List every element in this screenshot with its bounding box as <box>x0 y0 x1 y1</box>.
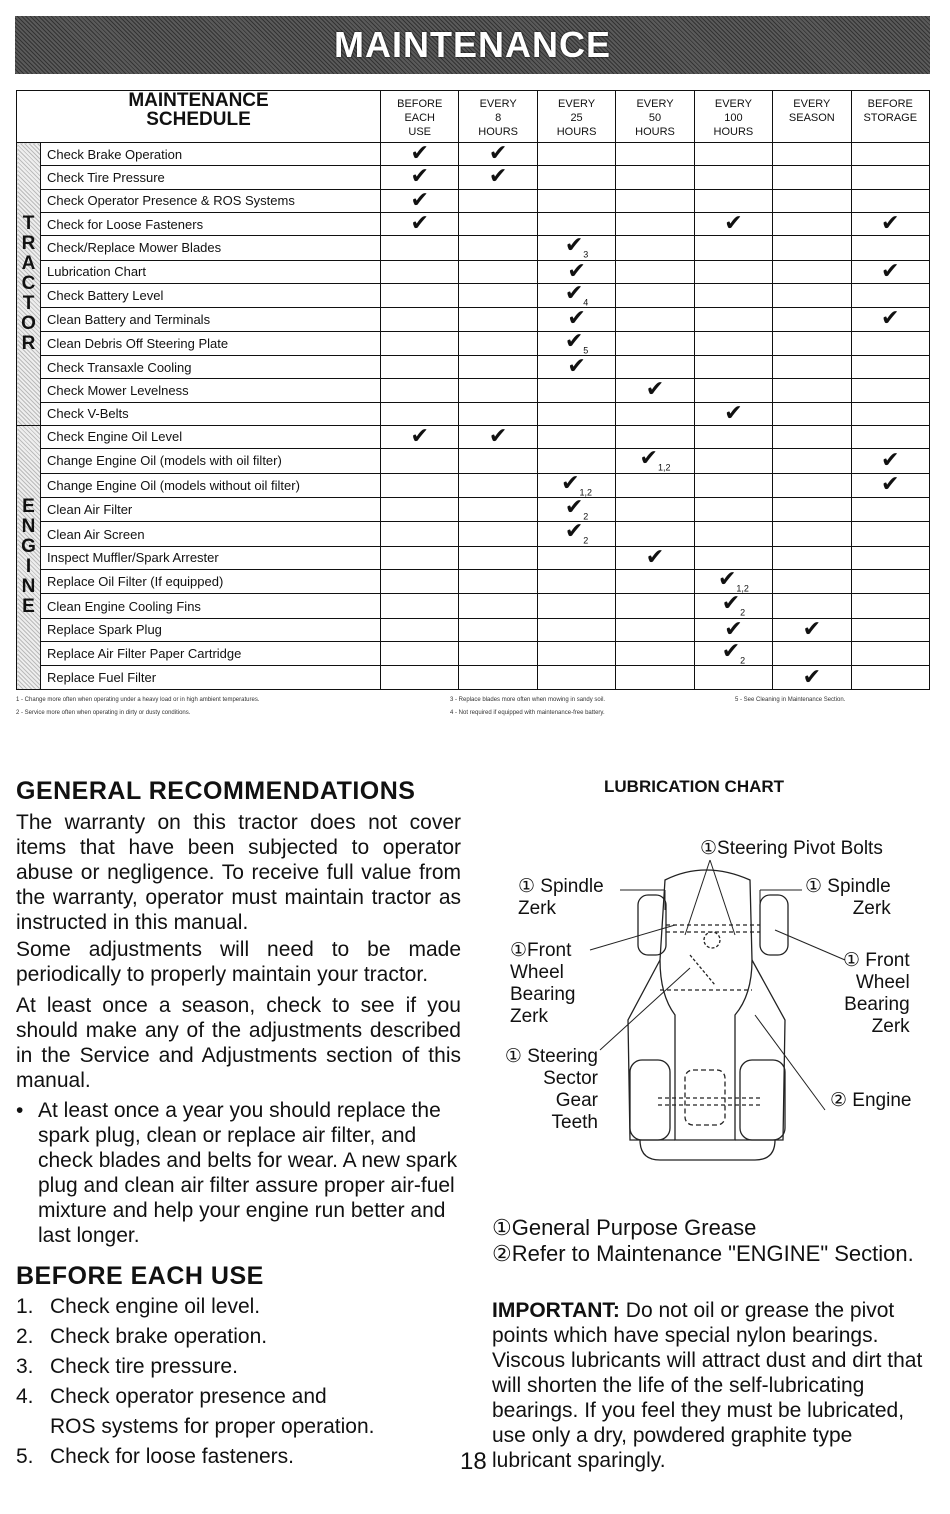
label-steering-sector-gear: ① Steering Sector Gear Teeth <box>504 1046 598 1133</box>
empty-cell <box>459 402 537 425</box>
empty-cell <box>851 666 929 689</box>
empty-cell <box>773 143 851 166</box>
table-row <box>17 308 930 331</box>
empty-cell <box>616 473 694 497</box>
banner-title: MAINTENANCE <box>334 24 611 65</box>
empty-cell <box>616 594 694 618</box>
empty-cell <box>459 308 537 331</box>
check-mark-cell: ✔ <box>459 143 537 166</box>
footnote-1: 1 - Change more often when operating under a heavy load or in high ambient temperatures. <box>16 697 260 703</box>
empty-cell <box>381 283 459 307</box>
empty-cell <box>459 212 537 235</box>
empty-cell <box>773 402 851 425</box>
empty-cell <box>773 642 851 666</box>
label-front-wheel-bearing-right: ① Front Wheel Bearing Zerk <box>843 950 910 1037</box>
task-name: Check Transaxle Cooling <box>41 355 381 378</box>
empty-cell <box>616 355 694 378</box>
check-mark-cell: ✔ <box>537 355 615 378</box>
table-row <box>17 449 930 473</box>
schedule-title-line1: MAINTENANCE <box>128 90 269 111</box>
general-paragraph-3: At least once a season, check to see if you should make any of the adjustments described in the Service and Adjustments section of this manual. <box>16 994 461 1092</box>
check-mark-cell: ✔ <box>537 308 615 331</box>
list-item: 2. Check brake operation. <box>16 1325 268 1348</box>
check-mark-cell: ✔ <box>851 473 929 497</box>
empty-cell <box>537 618 615 641</box>
empty-cell <box>773 570 851 594</box>
check-mark-cell: ✔ <box>381 212 459 235</box>
empty-cell <box>459 642 537 666</box>
empty-cell <box>381 355 459 378</box>
page-number: 18 <box>460 1448 487 1475</box>
empty-cell <box>616 212 694 235</box>
empty-cell <box>381 260 459 283</box>
section-letter: N <box>21 576 36 598</box>
footnote-2: 2 - Service more often when operating in dirty or dusty conditions. <box>16 710 191 716</box>
list-item: 1. Check engine oil level. <box>16 1295 261 1318</box>
empty-cell <box>537 594 615 618</box>
empty-cell <box>537 212 615 235</box>
empty-cell <box>773 236 851 260</box>
important-note <box>492 1298 932 1473</box>
empty-cell <box>381 666 459 689</box>
general-bullet-text: At least once a year you should replace the spark plug, clean or replace air filter, and check blades and belts for wear. A new spark plug and clean air filter assure proper air-fuel mixture and help your engine run better and last longer. <box>38 1099 458 1247</box>
empty-cell <box>851 522 929 546</box>
empty-cell <box>616 522 694 546</box>
task-name: Check for Loose Fasteners <box>41 212 381 235</box>
footnote-ref: 3 <box>583 249 589 260</box>
footnote-ref: 2 <box>740 607 746 618</box>
column-header: BEFORE STORAGE <box>851 91 929 143</box>
before-each-use-list <box>16 1292 461 1472</box>
empty-cell <box>537 402 615 425</box>
empty-cell <box>381 331 459 355</box>
footnote-ref: 2 <box>583 535 589 546</box>
table-row <box>17 425 930 448</box>
check-mark-cell: $✔_3$ <box>537 236 615 260</box>
check-mark-cell: $✔_2$ <box>694 642 772 666</box>
empty-cell <box>616 331 694 355</box>
table-row <box>17 618 930 641</box>
empty-cell <box>851 166 929 189</box>
empty-cell <box>459 283 537 307</box>
empty-cell <box>851 379 929 402</box>
empty-cell <box>381 473 459 497</box>
empty-cell <box>773 212 851 235</box>
label-spindle-zerk-left: ① Spindle Zerk <box>518 876 604 919</box>
empty-cell <box>537 166 615 189</box>
column-header: EVERY 50 HOURS <box>616 91 694 143</box>
task-name: Clean Air Filter <box>41 497 381 521</box>
empty-cell <box>773 283 851 307</box>
empty-cell <box>616 236 694 260</box>
section-letter: R <box>21 232 36 254</box>
empty-cell <box>773 189 851 212</box>
section-letter: T <box>22 292 35 314</box>
empty-cell <box>851 618 929 641</box>
empty-cell <box>537 189 615 212</box>
check-mark-cell: ✔ <box>851 260 929 283</box>
empty-cell <box>459 189 537 212</box>
table-row <box>17 143 930 166</box>
footnote-ref: 4 <box>583 297 589 308</box>
task-name: Clean Engine Cooling Fins <box>41 594 381 618</box>
empty-cell <box>459 618 537 641</box>
empty-cell <box>694 260 772 283</box>
section-letter: C <box>21 272 36 294</box>
empty-cell <box>537 642 615 666</box>
empty-cell <box>851 189 929 212</box>
column-header: EVERY SEASON <box>773 91 851 143</box>
section-label-tractor <box>17 143 41 426</box>
empty-cell <box>459 666 537 689</box>
empty-cell <box>773 166 851 189</box>
check-mark-cell: $✔_2$ <box>694 594 772 618</box>
empty-cell <box>381 308 459 331</box>
empty-cell <box>459 379 537 402</box>
empty-cell <box>694 473 772 497</box>
section-letter: I <box>25 556 32 578</box>
empty-cell <box>694 166 772 189</box>
schedule-title-line2: SCHEDULE <box>146 109 251 130</box>
check-mark-cell: ✔ <box>773 618 851 641</box>
column-header: EVERY 25 HOURS <box>537 91 615 143</box>
empty-cell <box>381 546 459 569</box>
check-mark-cell: ✔ <box>694 618 772 641</box>
empty-cell <box>616 283 694 307</box>
section-letter: G <box>21 536 36 558</box>
table-row <box>17 189 930 212</box>
empty-cell <box>694 143 772 166</box>
task-name: Check Tire Pressure <box>41 166 381 189</box>
task-name: Lubrication Chart <box>41 260 381 283</box>
check-mark-cell: ✔ <box>694 212 772 235</box>
empty-cell <box>381 594 459 618</box>
empty-cell <box>381 570 459 594</box>
empty-cell <box>459 522 537 546</box>
empty-cell <box>694 283 772 307</box>
empty-cell <box>773 449 851 473</box>
empty-cell <box>694 236 772 260</box>
check-mark-cell: ✔ <box>773 666 851 689</box>
check-mark-cell: ✔ <box>459 166 537 189</box>
list-item: 5. Check for loose fasteners. <box>16 1445 294 1468</box>
empty-cell <box>381 449 459 473</box>
check-mark-cell: $✔_{1,2}$ <box>694 570 772 594</box>
schedule-title <box>17 91 381 143</box>
section-letter: O <box>21 312 36 334</box>
empty-cell <box>694 331 772 355</box>
check-mark-cell: ✔ <box>851 308 929 331</box>
task-name: Inspect Muffler/Spark Arrester <box>41 546 381 569</box>
label-engine: ② Engine <box>830 1090 912 1111</box>
section-letter: N <box>21 516 36 538</box>
check-mark-cell: ✔ <box>381 143 459 166</box>
task-name: Clean Air Screen <box>41 522 381 546</box>
check-mark-cell: ✔ <box>851 449 929 473</box>
task-name: Check Engine Oil Level <box>41 425 381 448</box>
task-name: Replace Spark Plug <box>41 618 381 641</box>
table-row <box>17 331 930 355</box>
empty-cell <box>851 570 929 594</box>
list-item: 4. Check operator presence and <box>16 1385 327 1408</box>
table-row <box>17 594 930 618</box>
column-header: BEFORE EACH USE <box>381 91 459 143</box>
empty-cell <box>459 260 537 283</box>
empty-cell <box>694 497 772 521</box>
task-name: Change Engine Oil (models without oil filter) <box>41 473 381 497</box>
before-each-use-heading: BEFORE EACH USE <box>16 1262 264 1290</box>
empty-cell <box>694 379 772 402</box>
section-letter: E <box>22 496 35 518</box>
general-bullet <box>16 1098 461 1248</box>
footnote-ref: 5 <box>583 344 589 355</box>
table-row <box>17 379 930 402</box>
label-front-wheel-bearing-left: ①Front Wheel Bearing Zerk <box>510 940 576 1027</box>
bullet-dot: • <box>16 1099 24 1122</box>
task-name: Check V-Belts <box>41 402 381 425</box>
empty-cell <box>851 642 929 666</box>
label-spindle-zerk-right: ① Spindle Zerk <box>805 876 891 919</box>
empty-cell <box>616 166 694 189</box>
task-name: Replace Oil Filter (If equipped) <box>41 570 381 594</box>
section-letter: E <box>22 596 35 618</box>
footnote-ref: 1,2 <box>657 462 671 473</box>
empty-cell <box>616 618 694 641</box>
empty-cell <box>459 236 537 260</box>
empty-cell <box>773 379 851 402</box>
task-name: Check Brake Operation <box>41 143 381 166</box>
legend-general-purpose-grease: ①General Purpose Grease <box>492 1215 757 1240</box>
empty-cell <box>537 449 615 473</box>
empty-cell <box>773 308 851 331</box>
empty-cell <box>773 331 851 355</box>
empty-cell <box>381 522 459 546</box>
empty-cell <box>773 260 851 283</box>
empty-cell <box>851 143 929 166</box>
general-paragraph-1: The warranty on this tractor does not cover items that have been subjected to operator abuse or negligence. To receive full value from the warranty, operator must maintain tractor as instructed in this manual. <box>16 811 461 934</box>
general-paragraph-2: Some adjustments will need to be made periodically to properly maintain your tractor. <box>16 938 461 986</box>
check-mark-cell: $✔_2$ <box>537 522 615 546</box>
table-row <box>17 546 930 569</box>
footnote-ref: 2 <box>583 511 589 522</box>
empty-cell <box>851 236 929 260</box>
empty-cell <box>537 546 615 569</box>
check-mark-cell: ✔ <box>381 189 459 212</box>
section-label-engine <box>17 425 41 689</box>
task-name: Replace Fuel Filter <box>41 666 381 689</box>
task-name: Check/Replace Mower Blades <box>41 236 381 260</box>
check-mark-cell: ✔ <box>381 425 459 448</box>
empty-cell <box>537 666 615 689</box>
empty-cell <box>616 189 694 212</box>
maintenance-schedule-table <box>16 90 930 690</box>
empty-cell <box>694 449 772 473</box>
check-mark-cell: $✔_5$ <box>537 331 615 355</box>
footnote-3: 3 - Replace blades more often when mowing in sandy soil. <box>450 697 606 703</box>
footnote-4: 4 - Not required if equipped with maintenance-free battery. <box>450 710 605 716</box>
empty-cell <box>381 497 459 521</box>
table-row <box>17 497 930 521</box>
empty-cell <box>694 425 772 448</box>
empty-cell <box>616 143 694 166</box>
table-row <box>17 260 930 283</box>
table-row <box>17 570 930 594</box>
empty-cell <box>616 425 694 448</box>
footnote-ref: 1,2 <box>579 486 593 497</box>
task-name: Check Battery Level <box>41 283 381 307</box>
empty-cell <box>851 546 929 569</box>
empty-cell <box>773 497 851 521</box>
check-mark-cell: $✔_{1,2}$ <box>537 473 615 497</box>
empty-cell <box>851 497 929 521</box>
task-name: Replace Air Filter Paper Cartridge <box>41 642 381 666</box>
empty-cell <box>537 143 615 166</box>
task-name: Change Engine Oil (models with oil filter) <box>41 449 381 473</box>
empty-cell <box>459 497 537 521</box>
check-mark-cell: $✔_{1,2}$ <box>616 449 694 473</box>
empty-cell <box>381 618 459 641</box>
list-item: ROS systems for proper operation. <box>50 1415 375 1438</box>
empty-cell <box>537 570 615 594</box>
important-text: Do not oil or grease the pivot points which have special nylon bearings. Viscous lubricants will attract dust and dirt that will shorten the life of the self-lubricating bearings. If you feel they must be lubricated, use only a dry, powdered graphite type lubricant sparingly. <box>492 1299 923 1472</box>
empty-cell <box>381 379 459 402</box>
empty-cell <box>616 308 694 331</box>
empty-cell <box>459 355 537 378</box>
check-mark-cell: $✔_2$ <box>537 497 615 521</box>
table-row <box>17 166 930 189</box>
important-label: IMPORTANT: <box>492 1299 620 1322</box>
empty-cell <box>616 497 694 521</box>
column-header: EVERY 8 HOURS <box>459 91 537 143</box>
section-letter: A <box>21 252 36 274</box>
table-row <box>17 236 930 260</box>
empty-cell <box>773 594 851 618</box>
table-row <box>17 666 930 689</box>
task-name: Clean Battery and Terminals <box>41 308 381 331</box>
empty-cell <box>381 642 459 666</box>
empty-cell <box>773 425 851 448</box>
empty-cell <box>773 355 851 378</box>
check-mark-cell: ✔ <box>616 379 694 402</box>
check-mark-cell: ✔ <box>381 166 459 189</box>
maintenance-banner <box>15 16 930 74</box>
empty-cell <box>773 546 851 569</box>
check-mark-cell: ✔ <box>851 212 929 235</box>
empty-cell <box>381 402 459 425</box>
label-steering-pivot-bolts: ①Steering Pivot Bolts <box>700 838 883 859</box>
empty-cell <box>694 522 772 546</box>
check-mark-cell: ✔ <box>537 260 615 283</box>
empty-cell <box>616 570 694 594</box>
empty-cell <box>381 236 459 260</box>
empty-cell <box>851 283 929 307</box>
empty-cell <box>851 425 929 448</box>
empty-cell <box>459 546 537 569</box>
empty-cell <box>459 449 537 473</box>
empty-cell <box>851 594 929 618</box>
empty-cell <box>694 666 772 689</box>
table-row <box>17 642 930 666</box>
table-row <box>17 522 930 546</box>
footnote-5: 5 - See Cleaning in Maintenance Section. <box>735 697 846 703</box>
general-recommendations-heading: GENERAL RECOMMENDATIONS <box>16 777 416 805</box>
empty-cell <box>694 308 772 331</box>
lubrication-chart-title: LUBRICATION CHART <box>604 777 785 796</box>
check-mark-cell: ✔ <box>459 425 537 448</box>
empty-cell <box>694 355 772 378</box>
legend-refer-engine: ②Refer to Maintenance "ENGINE" Section. <box>492 1241 914 1266</box>
task-name: Check Operator Presence & ROS Systems <box>41 189 381 212</box>
empty-cell <box>537 425 615 448</box>
empty-cell <box>459 331 537 355</box>
task-name: Check Mower Levelness <box>41 379 381 402</box>
footnote-ref: 2 <box>740 655 746 666</box>
empty-cell <box>851 402 929 425</box>
footnote-ref: 1,2 <box>736 583 749 594</box>
empty-cell <box>773 522 851 546</box>
empty-cell <box>616 402 694 425</box>
empty-cell <box>459 473 537 497</box>
list-item: 3. Check tire pressure. <box>16 1355 238 1378</box>
empty-cell <box>616 260 694 283</box>
section-letter: R <box>21 332 36 354</box>
table-row <box>17 473 930 497</box>
table-row <box>17 212 930 235</box>
check-mark-cell: $✔_4$ <box>537 283 615 307</box>
empty-cell <box>694 189 772 212</box>
check-mark-cell: ✔ <box>694 402 772 425</box>
empty-cell <box>616 666 694 689</box>
table-row <box>17 402 930 425</box>
empty-cell <box>459 594 537 618</box>
empty-cell <box>851 331 929 355</box>
empty-cell <box>694 546 772 569</box>
empty-cell <box>616 642 694 666</box>
column-header: EVERY 100 HOURS <box>694 91 772 143</box>
section-letter: T <box>22 212 35 234</box>
table-row <box>17 355 930 378</box>
check-mark-cell: ✔ <box>616 546 694 569</box>
empty-cell <box>773 473 851 497</box>
empty-cell <box>537 379 615 402</box>
task-name: Clean Debris Off Steering Plate <box>41 331 381 355</box>
empty-cell <box>459 570 537 594</box>
table-row <box>17 283 930 307</box>
empty-cell <box>851 355 929 378</box>
